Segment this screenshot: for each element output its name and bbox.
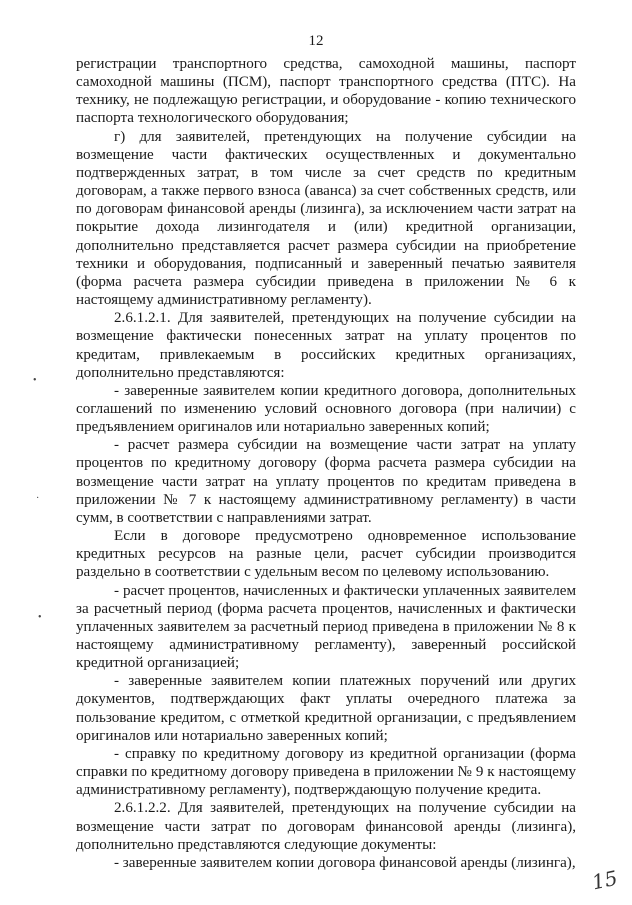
scan-mark: •: [38, 612, 42, 623]
paragraph: - заверенные заявителем копии кредитного договора, дополнительных соглашений по изменению условий основного договора (при наличии) с предъявлением оригиналов или нотариально заверенных копий;: [76, 382, 576, 436]
paragraph: регистрации транспортного средства, самоходной машины, паспорт самоходной машины (ПСМ), паспорт транспортного средства (ПТС). На технику, не подлежащую регистрации, и оборудование - копию технического паспорта технологического оборудования;: [76, 56, 576, 127]
page-number: 12: [308, 33, 324, 49]
paragraph: - заверенные заявителем копии договора финансовой аренды (лизинга),: [114, 854, 576, 871]
paragraph: - расчет размера субсидии на возмещение части затрат на уплату процентов по кредитному договору (форма расчета размера субсидии на возмещение части затрат на уплату процентов по кредитам приведена в приложении № 7 к настоящему административному регламенту) в части сумм, в соответствии с направлениями затрат.: [76, 437, 576, 526]
scan-mark: •: [33, 375, 37, 386]
scan-mark: ·: [36, 493, 40, 504]
paragraph: г) для заявителей, претендующих на получение субсидии на возмещение части фактических осуществленных и документально подтвержденных затрат, в том числе за счет средств по кредитным договорам, а также первого взноса (аванса) за счет собственных средств, или по договорам финансовой аренды (лизинга), за исключением части затрат на покрытие дохода лизингодателя и (или) кредитной организации, дополнительно представляется расчет размера субсидии на приобретение техники и оборудования, подписанный и заверенный печатью заявителя (форма расчета размера субсидии приведена в приложении № 6 к настоящему административному регламенту).: [76, 128, 576, 309]
paragraph: 2.6.1.2.2. Для заявителей, претендующих на получение субсидии на возмещение части затрат по договорам финансовой аренды (лизинга), дополнительно представляются следующие документы:: [76, 800, 576, 853]
paragraph: 2.6.1.2.1. Для заявителей, претендующих на получение субсидии на возмещение фактически понесенных затрат на уплату процентов по кредитам, привлекаемым в российских кредитных организациях, дополнительно представляются:: [76, 310, 576, 381]
handwritten-page-number: 15: [589, 865, 620, 895]
paragraph: - справку по кредитному договору из кредитной организации (форма справки по кредитному договору приведена в приложении № 9 к настоящему административному регламенту), подтверждающую получение кредита.: [76, 745, 576, 799]
paragraph: - расчет процентов, начисленных и фактически уплаченных заявителем за расчетный период (форма расчета процентов, начисленных и фактически уплаченных заявителем за расчетный период приведена в приложении № 8 к настоящему административному регламенту), заверенный российской кредитной организацией;: [76, 582, 576, 672]
paragraph: - заверенные заявителем копии платежных поручений или других документов, подтверждающих факт уплаты очередного платежа за пользование кредитом, с отметкой кредитной организации, с предъявлением оригиналов или нотариально заверенных копий;: [76, 673, 576, 744]
paragraph: Если в договоре предусмотрено одновременное использование кредитных ресурсов на разные цели, расчет субсидии производится раздельно в соответствии с удельным весом по целевому использованию.: [76, 528, 576, 581]
document-body: [76, 55, 576, 872]
